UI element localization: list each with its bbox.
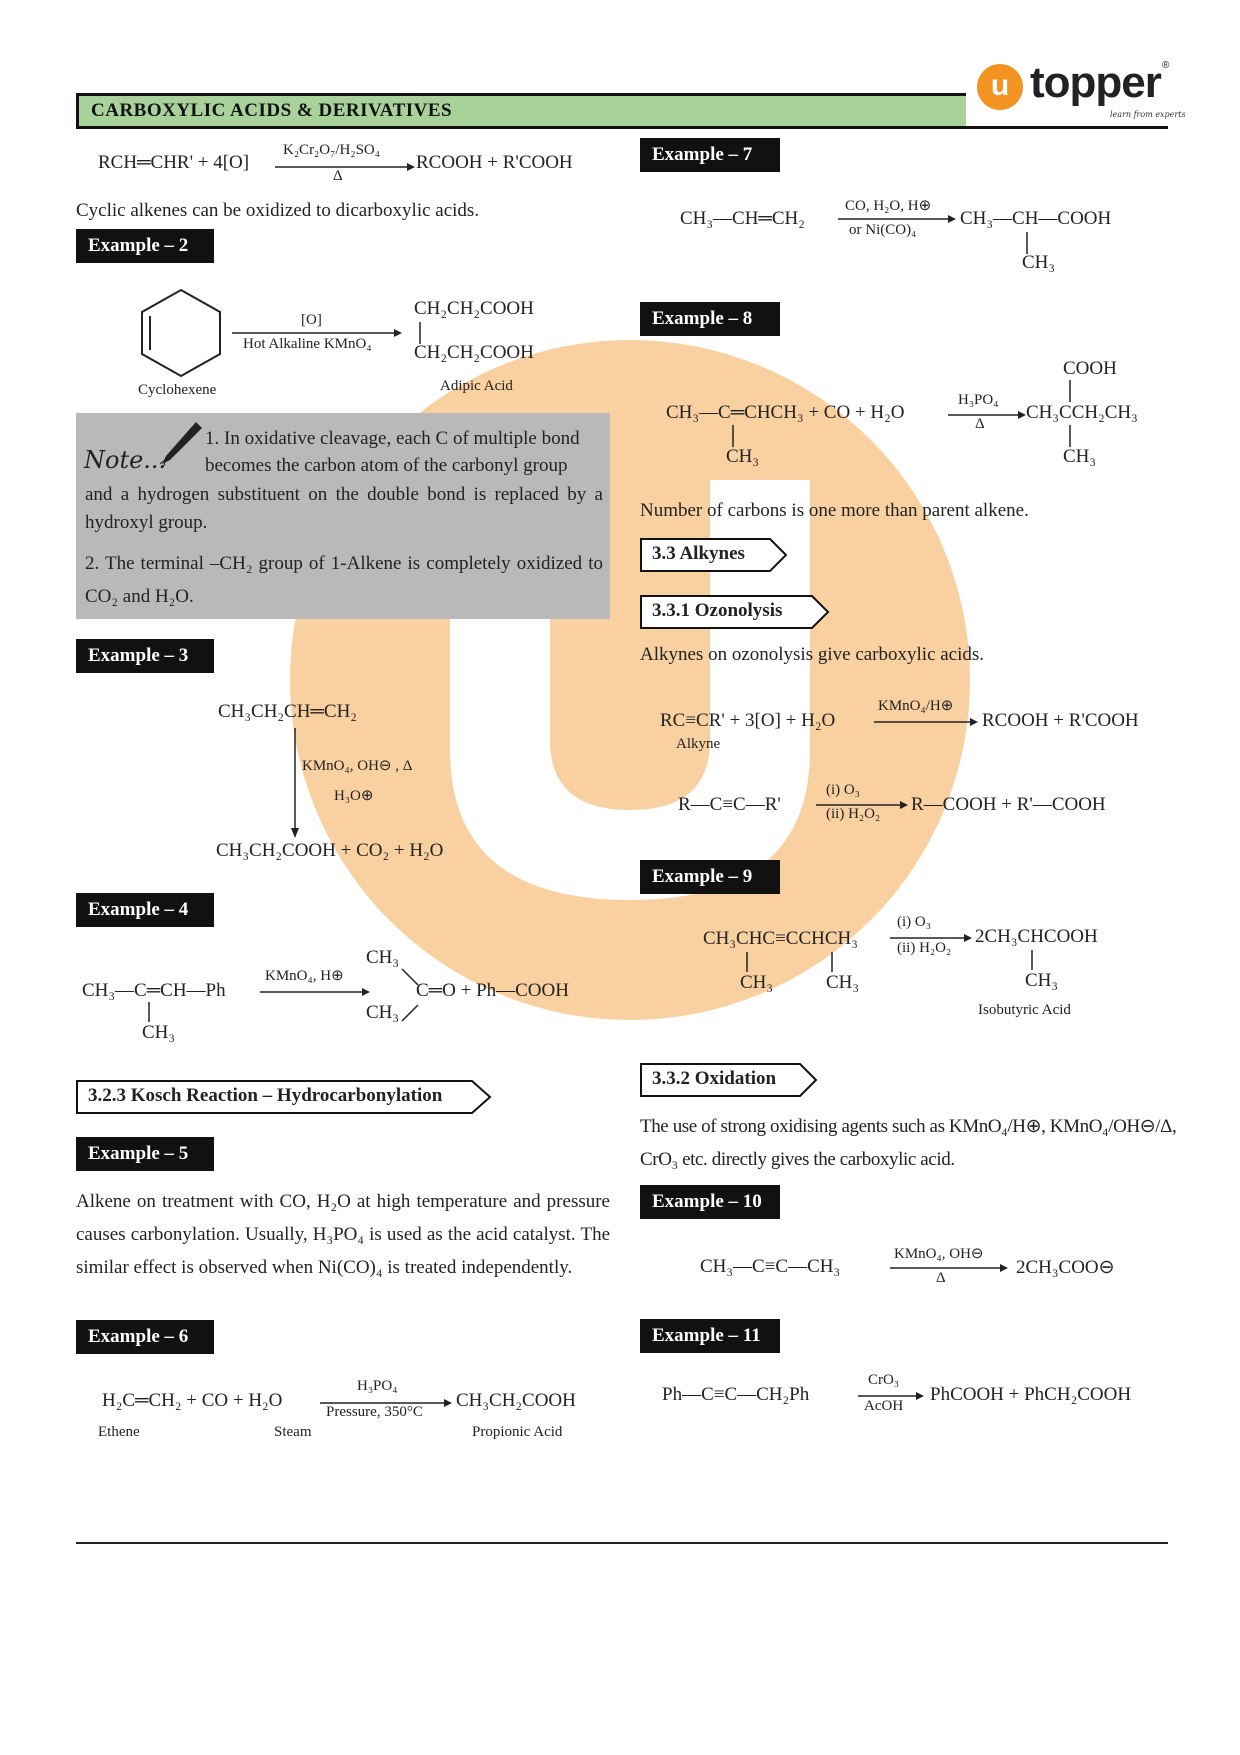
ex11-rhs: PhCOOH + PhCH₂COOH	[930, 1384, 1132, 1405]
ex6-condition: Pressure, 350°C	[326, 1404, 423, 1420]
eq1-rhs: RCOOH + R'COOH	[416, 152, 573, 173]
note1-line3: and a hydrogen substituent on the double bond is replaced by a hydroxyl group.	[85, 484, 603, 533]
note-label: Note...	[84, 446, 167, 474]
ex8-rhs-bottom: CH₃	[1063, 446, 1097, 467]
ex7-branch: CH₃	[1022, 252, 1056, 273]
example-6-tag: Example – 6	[76, 1320, 214, 1354]
ethene-label: Ethene	[98, 1424, 140, 1440]
ex8-arrow	[948, 410, 1026, 420]
footer-rule	[76, 1542, 1168, 1544]
example-3-tag: Example – 3	[76, 639, 214, 673]
ex7-lhs: CH₃—CH═CH₂	[680, 208, 805, 229]
alkyne-eq1-lhs: RC≡CR' + 3[O] + H₂O	[660, 710, 836, 731]
ex8-branch-bond	[731, 425, 735, 447]
ex8-reagent: H₃PO₄	[958, 392, 999, 408]
ex7-branch-bond	[1025, 232, 1029, 254]
ex8-rhs-bottom-bond	[1068, 425, 1072, 447]
ex6-lhs: H₂C═CH₂ + CO + H₂O	[102, 1390, 283, 1411]
oxidation-text: The use of strong oxidising agents such as KMnO₄/H⊕, KMnO₄/OH⊖/Δ, CrO₃ etc. directly gives the carboxylic acid.	[640, 1116, 1177, 1170]
isobutyric-acid-label: Isobutyric Acid	[978, 1002, 1071, 1018]
eq1-arrow	[275, 162, 415, 172]
ex2-product-line2: CH₂CH₂COOH	[414, 342, 534, 363]
logo-tagline: learn from experts	[1110, 110, 1186, 119]
example-4-tag: Example – 4	[76, 893, 214, 927]
ex7-reagent-bottom: or Ni(CO)₄	[849, 222, 917, 238]
registered-mark: ®	[1162, 60, 1170, 71]
ex5-text: Alkene on treatment with CO, H₂O at high temperature and pressure causes carbonylation. Usually, H₃PO₄ is used as the acid catalyst. The similar effect is observed when Ni(CO)₄ is treated independently.	[76, 1191, 610, 1278]
ex9-branch1-bond	[745, 952, 749, 972]
example-2-tag: Example – 2	[76, 229, 214, 263]
ex11-condition: AcOH	[864, 1398, 904, 1414]
chapter-title: CARBOXYLIC ACIDS & DERIVATIVES	[76, 96, 966, 126]
ozonolysis-text: Alkynes on ozonolysis give carboxylic acids.	[640, 644, 985, 665]
alkyne-eq2-reagent-2: (ii) H₂O₂	[826, 806, 881, 822]
eq1-reagent: K₂Cr₂O₇/H₂SO₄	[283, 142, 380, 158]
ex8-note-text: Number of carbons is one more than parent alkene.	[640, 500, 1029, 521]
example-5-tag: Example – 5	[76, 1137, 214, 1171]
topper-logo-text: topper	[1030, 58, 1161, 107]
alkyne-eq2-rhs: R—COOH + R'—COOH	[911, 794, 1106, 815]
ex3-reagent-1: KMnO₄, OH⊖ , Δ	[302, 758, 413, 774]
ex2-product-bond	[418, 322, 422, 344]
section-3-3-1-heading	[640, 595, 830, 627]
ex4-branch-bond	[147, 1002, 151, 1022]
ex8-rhs-top-bond	[1068, 380, 1072, 402]
section-3-2-3-title: 3.2.3 Kosch Reaction – Hydrocarbonylation	[88, 1085, 443, 1106]
alkyne-eq1-reagent: KMnO₄/H⊕	[878, 698, 954, 714]
cyclic-alkenes-text: Cyclic alkenes can be oxidized to dicarboxylic acids.	[76, 200, 480, 221]
example-9-tag: Example – 9	[640, 860, 780, 894]
ex2-reagent-top: [O]	[301, 312, 322, 328]
ex9-branch2: CH₃	[826, 972, 860, 993]
section-3-2-3-heading	[76, 1080, 492, 1112]
ex9-branch2-bond	[830, 952, 834, 972]
section-3-3-2-heading	[640, 1063, 818, 1095]
header-bottom-rule	[76, 126, 1168, 129]
ex2-reagent-bottom: Hot Alkaline KMnO₄	[243, 336, 372, 352]
ex4-product-bottom: CH₃	[366, 1002, 400, 1023]
ex2-product-line1: CH₂CH₂COOH	[414, 298, 534, 319]
note2-text: 2. The terminal –CH₂ group of 1-Alkene is completely oxidized to CO₂ and H₂O.	[85, 553, 603, 607]
eq1-lhs: RCH═CHR' + 4[O]	[98, 152, 250, 173]
ex3-arrow	[290, 728, 300, 838]
adipic-acid-label: Adipic Acid	[440, 378, 513, 394]
ex10-lhs: CH₃—C≡C—CH₃	[700, 1256, 841, 1277]
ex9-rhs-branch: CH₃	[1025, 970, 1059, 991]
ex9-lhs: CH₃CHC≡CCHCH₃	[703, 928, 858, 949]
section-3-3-heading	[640, 538, 788, 570]
alkyne-eq1-rhs: RCOOH + R'COOH	[982, 710, 1139, 731]
ex11-lhs: Ph—C≡C—CH₂Ph	[662, 1384, 810, 1405]
alkyne-label: Alkyne	[676, 736, 721, 752]
ex8-condition: Δ	[975, 416, 985, 432]
ex9-reagent-1: (i) O₃	[897, 914, 931, 930]
example-11-tag: Example – 11	[640, 1319, 780, 1353]
ex7-reagent-top: CO, H₂O, H⊕	[845, 198, 932, 214]
ex6-reagent: H₃PO₄	[357, 1378, 398, 1394]
section-3-3-title: 3.3 Alkynes	[652, 543, 745, 564]
ex9-reagent-2: (ii) H₂O₂	[897, 940, 952, 956]
ex4-branch: CH₃	[142, 1022, 176, 1043]
ex7-rhs: CH₃—CH—COOH	[960, 208, 1112, 229]
section-3-3-2-title: 3.3.2 Oxidation	[652, 1068, 777, 1089]
ex6-rhs: CH₃CH₂COOH	[456, 1390, 576, 1411]
eq1-condition: Δ	[333, 168, 343, 184]
ex3-reagent-2: H₃O⊕	[334, 788, 374, 804]
propionic-acid-label: Propionic Acid	[472, 1424, 563, 1440]
steam-label: Steam	[274, 1424, 312, 1440]
ex9-rhs: 2CH₃CHCOOH	[975, 926, 1098, 947]
ex10-arrow	[890, 1263, 1008, 1273]
example-8-tag: Example – 8	[640, 302, 780, 336]
topper-logo-mark: u	[977, 64, 1023, 110]
ex10-reagent: KMnO₄, OH⊖	[894, 1246, 984, 1262]
ex11-reagent: CrO₃	[868, 1372, 900, 1388]
ex3-reactant: CH₃CH₂CH═CH₂	[218, 701, 357, 722]
ex4-product-mid: C═O + Ph—COOH	[416, 980, 569, 1001]
ex4-arrow	[260, 987, 370, 997]
ex9-rhs-branch-bond	[1030, 950, 1034, 970]
ex10-condition: Δ	[936, 1270, 946, 1286]
ex8-branch: CH₃	[726, 446, 760, 467]
cyclohexene-structure	[138, 288, 224, 378]
ex4-product-top: CH₃	[366, 947, 400, 968]
ex8-rhs: CH₃CCH₂CH₃	[1026, 402, 1138, 423]
ex10-rhs: 2CH₃COO⊖	[1016, 1257, 1115, 1278]
ex4-reagent: KMnO₄, H⊕	[265, 968, 344, 984]
cyclohexene-label: Cyclohexene	[138, 382, 217, 398]
alkyne-eq1-arrow	[874, 717, 978, 727]
example-7-tag: Example – 7	[640, 138, 780, 172]
ex9-branch1: CH₃	[740, 972, 774, 993]
note1-line2: becomes the carbon atom of the carbonyl group	[205, 455, 568, 476]
ex8-lhs: CH₃—C═CHCH₃ + CO + H₂O	[666, 402, 905, 423]
alkyne-eq2-lhs: R—C≡C—R'	[678, 794, 781, 815]
alkyne-eq2-reagent-1: (i) O₃	[826, 782, 860, 798]
note1-line1: 1. In oxidative cleavage, each C of multiple bond	[205, 428, 580, 449]
ex8-rhs-top: COOH	[1063, 358, 1117, 379]
section-3-3-1-title: 3.3.1 Ozonolysis	[652, 600, 783, 621]
example-10-tag: Example – 10	[640, 1185, 780, 1219]
ex4-reactant: CH₃—C═CH—Ph	[82, 980, 226, 1001]
ex3-product: CH₃CH₂COOH + CO₂ + H₂O	[216, 840, 444, 861]
